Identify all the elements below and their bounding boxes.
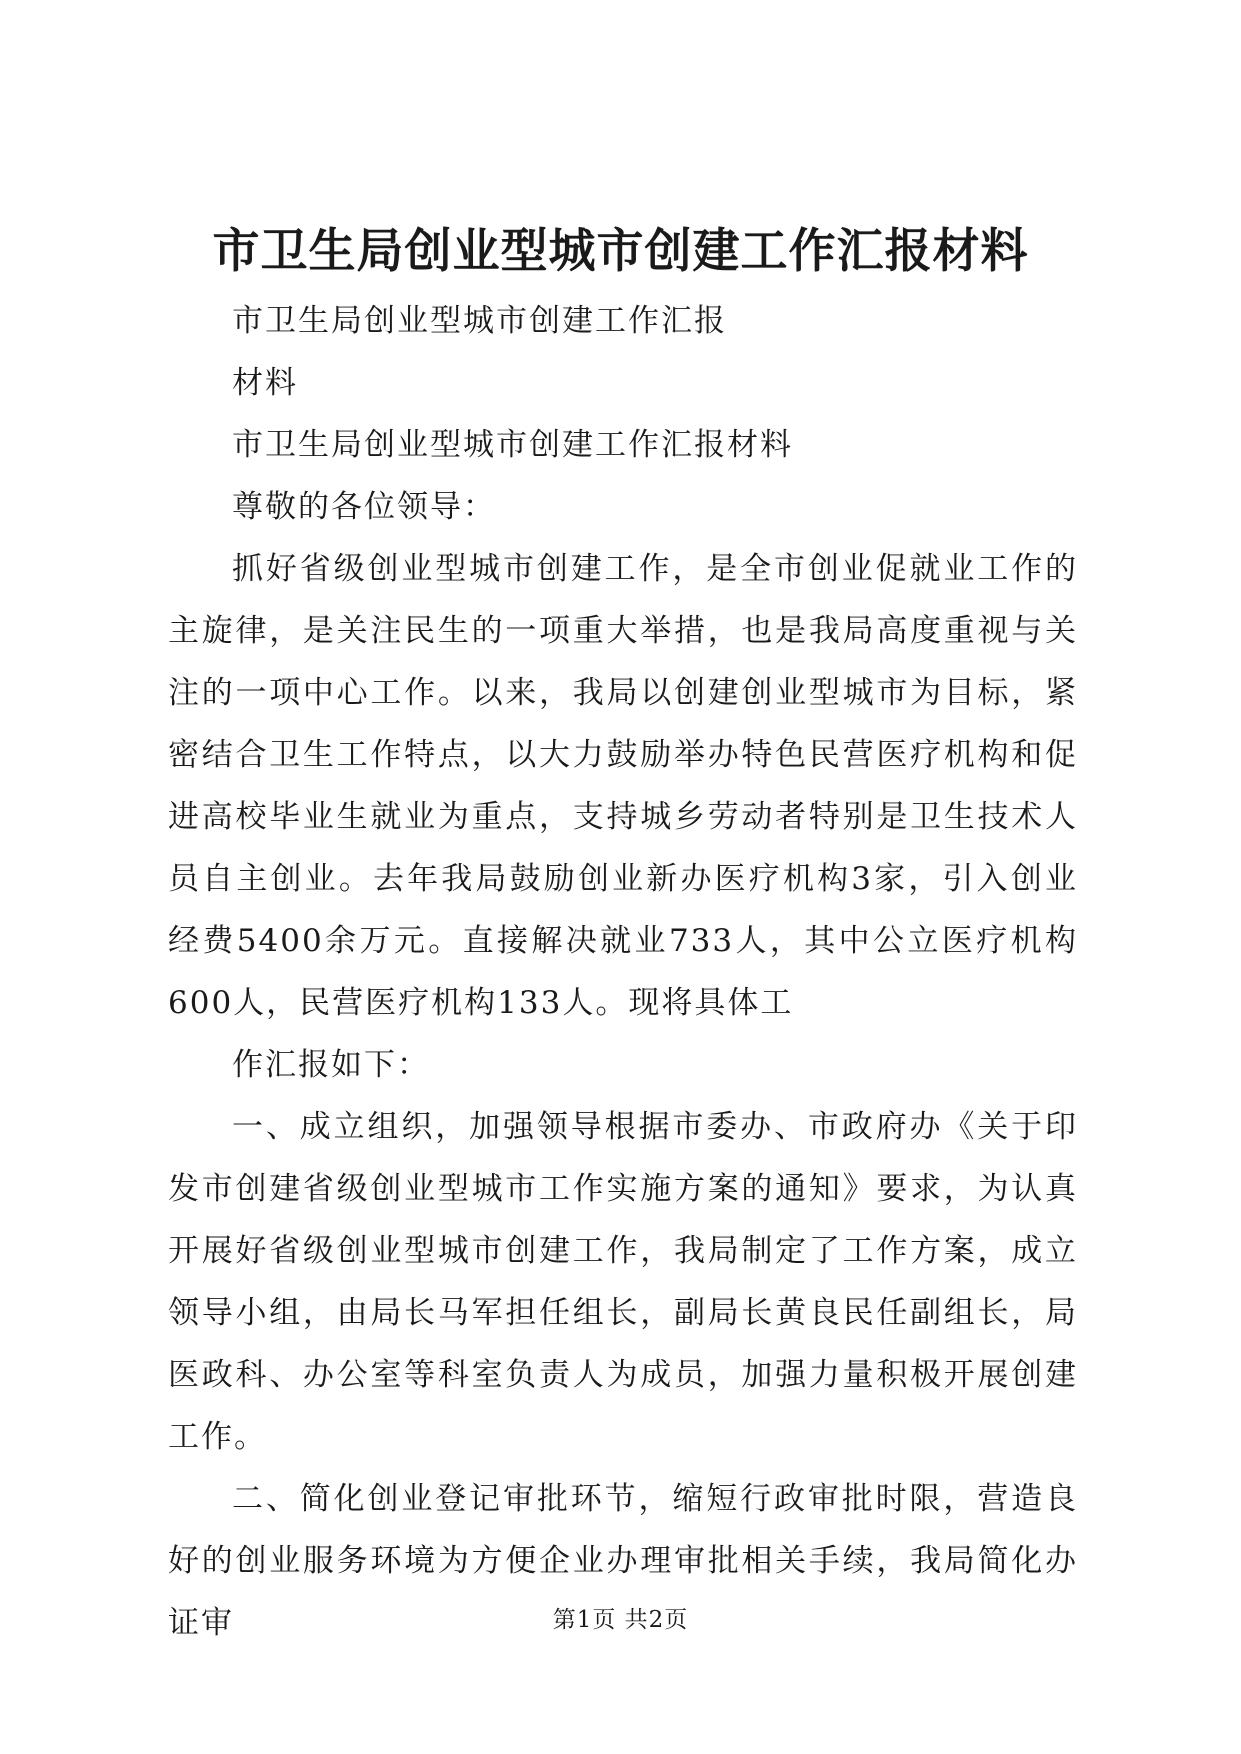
paragraph-section-one: 一、成立组织，加强领导根据市委办、市政府办《关于印发市创建省级创业型城市工作实施方案的通知》要求，为认真开展好省级创业型城市创建工作，我局制定了工作方案，成立领导小组，由局长马军担任组长，副局长黄良民任副组长，局医政科、办公室等科室负责人为成员，加强力量积极开展创建工作。 [168,1109,1078,1455]
page-footer: 第1页 共2页 [552,1607,689,1633]
paragraph-salutation: 尊敬的各位领导： [232,489,496,525]
paragraph-introduction: 抓好省级创业型城市创建工作，是全市创业促就业工作的主旋律，是关注民生的一项重大举措，也是我局高度重视与关注的一项中心工作。以来，我局以创建创业型城市为目标，紧密结合卫生工作特点，以大力鼓励举办特色民营医疗机构和促进高校毕业生就业为重点，支持城乡劳动者特别是卫生技术人员自主创业。去年我局鼓励创业新办医疗机构3家，引入创业经费5400余万元。直接解决就业733人，其中公立医疗机构600人，民营医疗机构133人。现将具体工 [168,551,1078,1021]
document-title: 市卫生局创业型城市创建工作汇报材料 [212,224,1029,279]
paragraph-subtitle-line-2: 材料 [232,365,298,401]
document-body [168,290,1078,1654]
paragraph-section-two: 二、简化创业登记审批环节，缩短行政审批时限，营造良好的创业服务环境为方便企业办理审批相关手续，我局简化办证审 [168,1481,1078,1641]
paragraph-subtitle-line-1: 市卫生局创业型城市创建工作汇报 [232,303,727,339]
paragraph-report-lead: 作汇报如下： [232,1047,430,1083]
paragraph-repeated-title: 市卫生局创业型城市创建工作汇报材料 [232,427,793,463]
